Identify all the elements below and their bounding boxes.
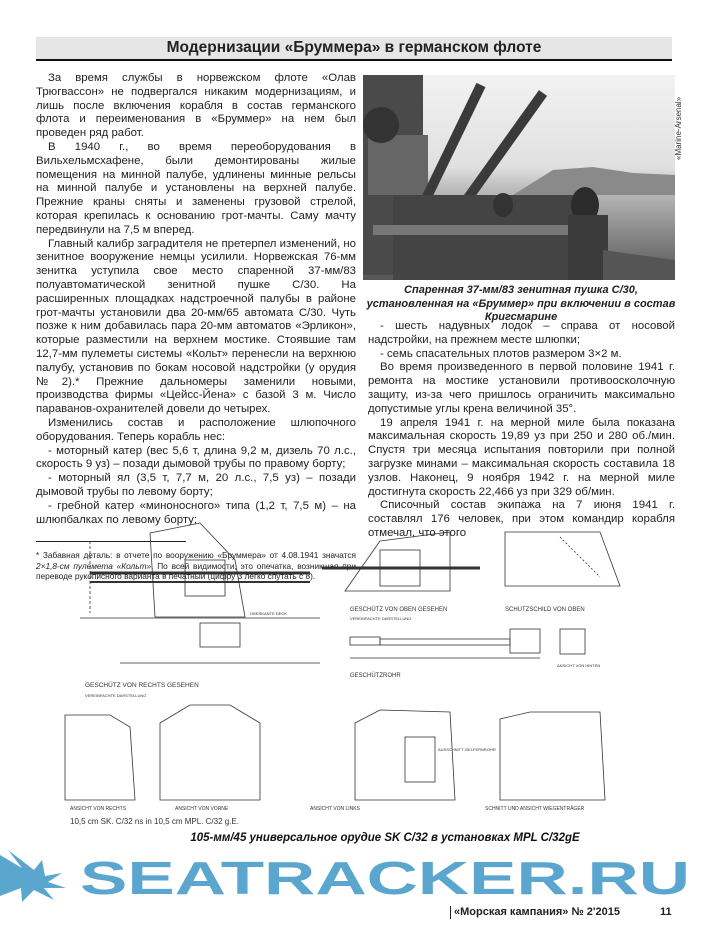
watermark [0, 850, 706, 902]
label-rear: ANSICHT VON HINTEN [557, 663, 601, 668]
list-item: - семь спасательных плотов размером 3×2 м. [380, 347, 622, 360]
label-deck: OBERKANTE DECK [250, 611, 287, 616]
footnote-italic: 2×1,8-см пулемета «Кольт» [36, 560, 152, 571]
magazine-footer: «Морская кампания» № 2'2015 [450, 906, 620, 919]
label-top-sub: VEREINFACHTE DARSTELLUNG [350, 616, 412, 621]
list-item: - гребной катер «миноносного» типа (1,2 т, 7,5 м) – на шлюпбалках по левому борту; [36, 499, 356, 526]
footnote-text: . По всей видимости, это опечатка, возникшая при переводе рукописного варианта в печатный (цифру 3 легко спутать с 8). [36, 560, 356, 582]
drawing-side-view [80, 523, 320, 698]
paragraph: 19 апреля 1941 г. на мерной миле была показана максимальная скорость 19,89 уз при 250 и 280 об./мин. Спустя три месяца испытания повторили при полной загрузке минами – максимальная скорость составила 18 узлов. Наконец, 9 ноября 1942 г. на мерной миле достигнута скорость 22,466 уз при 329 об/мин. [368, 416, 675, 498]
drawing-caption: 105-мм/45 универсальное орудие SK C/32 в установках MPL C/32gE [190, 832, 580, 844]
photo-caption: Спаренная 37-мм/83 зенитная пушка С/30, установленная на «Бруммер» при включении в состав Кригсмарине [366, 284, 676, 323]
footnote-text: * Забавная деталь: в отчете по вооружению «Бруммера» от 4.08.1941 значатся [36, 550, 356, 561]
list-item: - моторный ял (3,5 т, 7,7 м, 20 л.с., 7,5 уз) – позади дымовой трубы по левому борту; [36, 472, 356, 498]
list-item: - шесть надувных лодок – справа от носовой надстройки, на прежнем месте шлюпки; [368, 320, 675, 346]
page-title: Модернизации «Бруммера» в германском флоте [36, 37, 672, 61]
paragraph: За время службы в норвежском флоте «Олав Трюгвассон» не подвергался никаким модернизациям, и лишь после включения корабля в состав германского флота и переименования в «Бруммер» на нем был проведен ряд работ. [36, 72, 356, 140]
label-sight: AUSSCHNITT ZIELFERNROHR [438, 747, 496, 752]
photo-anti-aircraft-gun [363, 75, 675, 280]
watermark-starburst-icon [0, 850, 66, 902]
label-side-view: GESCHÜTZ VON RECHTS GESEHEN [85, 682, 199, 689]
label-top-view: GESCHÜTZ VON OBEN GESEHEN [350, 607, 448, 613]
label-view-right: ANSICHT VON RECHTS [70, 806, 127, 812]
label-shield-top: SCHUTZSCHILD VON OBEN [505, 607, 585, 613]
label-view-front: ANSICHT VON VORNE [175, 806, 229, 812]
drawing-designation: 10,5 cm SK. C/32 ns in 10,5 cm MPL. C/32 g.E. [70, 817, 239, 826]
drawing-top-view [322, 532, 480, 621]
watermark-text: SEATRACKER.RU [80, 852, 690, 902]
technical-drawings [60, 505, 700, 815]
page-number: 11 [660, 906, 672, 918]
list-item: - моторный катер (вес 5,6 т, длина 9,2 м, дизель 70 л.с., скорость 9 уз) – позади дымовой трубы по правому борту; [36, 444, 356, 471]
paragraph: Главный калибр заградителя не претерпел изменений, но зенитное вооружение немцы усилили. Норвежская 76-мм зенитка уступила свое место спаренной 37-мм/83 полуавтоматической зенитной пушке С/30. На расширенных площадках надстроечной палубы в районе грот-мачты установили два 20-мм/65 автомата С/30. Чуть позже к ним добавилась пара 20-мм автоматов «Эрликон», которые разместили на верхнем мостике. Стоявшие там 12,7-мм пулеметы системы «Кольт» перенесли на верхнюю палубу, установив по бокам носовой надстройки (у орудия №2).* Прежние дальномеры заменили новыми, производства фирмы «Цейсс-Йена» с базой 3 м. Число параванов-охранителей довели до четырех. [36, 237, 356, 416]
drawing-barrel [350, 629, 600, 679]
drawing-shield-top [505, 532, 620, 613]
paragraph: Во время произведенного в первой половине 1941 г. ремонта на мостике установили противоосколочную защиту, из-за чего пришлось ограничить максимально допустимые углы крена величиной 35°. [368, 361, 675, 415]
paragraph: В 1940 г., во время переоборудования в Вильхельмсхафене, были демонтированы жилые помещения на минной палубе, удлинены минные рельсы на минной палубе и установлены на верхней палубе. Прежние краны сняты и заменены грузовой стрелой, которая крепилась к основанию грот-мачты. Саму мачту передвинули на 7,5 м вперед. [36, 140, 356, 236]
label-cradle: SCHNITT UND ANSICHT WIEGENTRÄGER [485, 806, 585, 812]
drawing-shield-views [65, 705, 605, 812]
label-side-sub: VEREINFACHTE DARSTELLUNG [85, 693, 147, 698]
paragraph: Списочный состав экипажа на 7 июня 1941 г. составлял 176 человек, при этом командир корабля отмечал, что этого [368, 499, 675, 539]
label-barrel: GESCHÜTZROHR [350, 673, 401, 679]
paragraph: Изменились состав и расположение шлюпочного оборудования. Теперь корабль нес: [36, 416, 356, 443]
label-view-left: ANSICHT VON LINKS [310, 806, 360, 812]
photo-credit: «Marine-Arsenal» [674, 96, 683, 160]
